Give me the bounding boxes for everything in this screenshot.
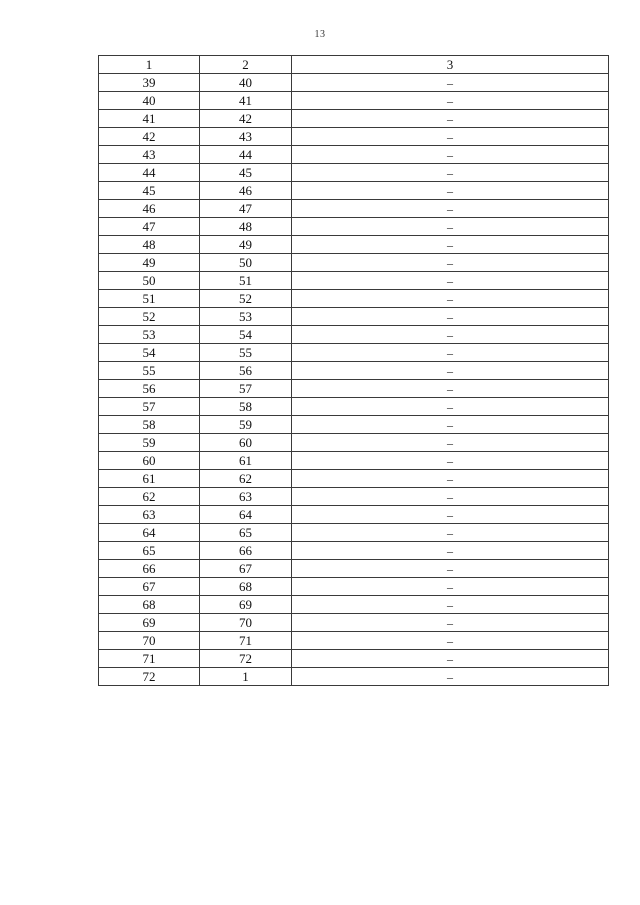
table-cell-col-2: 69 <box>200 596 292 614</box>
table-cell-col-2: 56 <box>200 362 292 380</box>
table-cell-col-1: 50 <box>99 272 200 290</box>
table-row <box>99 290 609 308</box>
table-cell-col-2: 40 <box>200 74 292 92</box>
table-row <box>99 200 609 218</box>
table-cell-col-1: 65 <box>99 542 200 560</box>
table-row <box>99 578 609 596</box>
table-cell-col-3: – <box>292 74 609 92</box>
table-cell-col-2: 72 <box>200 650 292 668</box>
table-cell-col-2: 50 <box>200 254 292 272</box>
table-cell-col-2: 71 <box>200 632 292 650</box>
table-cell-col-2: 48 <box>200 218 292 236</box>
table-row <box>99 380 609 398</box>
table-cell-col-2: 58 <box>200 398 292 416</box>
table-cell-col-2: 46 <box>200 182 292 200</box>
table-cell-col-3: – <box>292 668 609 686</box>
table-row <box>99 542 609 560</box>
table-row <box>99 650 609 668</box>
table-cell-col-1: 41 <box>99 110 200 128</box>
table-cell-col-2: 44 <box>200 146 292 164</box>
table-cell-col-2: 49 <box>200 236 292 254</box>
table-cell-col-3: – <box>292 110 609 128</box>
table-cell-col-3: – <box>292 236 609 254</box>
table-cell-col-2: 41 <box>200 92 292 110</box>
table-row <box>99 596 609 614</box>
table-cell-col-3: – <box>292 164 609 182</box>
table-cell-col-3: – <box>292 632 609 650</box>
column-header-2: 2 <box>200 56 292 74</box>
table-cell-col-1: 52 <box>99 308 200 326</box>
table-body <box>99 74 609 686</box>
table-cell-col-1: 49 <box>99 254 200 272</box>
table-row <box>99 110 609 128</box>
table-cell-col-3: – <box>292 146 609 164</box>
table-row <box>99 668 609 686</box>
table-cell-col-2: 47 <box>200 200 292 218</box>
column-header-1: 1 <box>99 56 200 74</box>
table-header-row <box>99 56 609 74</box>
table-cell-col-3: – <box>292 470 609 488</box>
table-row <box>99 128 609 146</box>
table-cell-col-3: – <box>292 362 609 380</box>
table-row <box>99 398 609 416</box>
table-cell-col-2: 59 <box>200 416 292 434</box>
table-cell-col-2: 43 <box>200 128 292 146</box>
table-cell-col-1: 66 <box>99 560 200 578</box>
table-cell-col-3: – <box>292 254 609 272</box>
table-cell-col-3: – <box>292 506 609 524</box>
table-row <box>99 272 609 290</box>
column-header-3: 3 <box>292 56 609 74</box>
table-row <box>99 560 609 578</box>
table-cell-col-1: 58 <box>99 416 200 434</box>
table-cell-col-3: – <box>292 218 609 236</box>
table-cell-col-3: – <box>292 596 609 614</box>
table-cell-col-3: – <box>292 128 609 146</box>
table-cell-col-1: 46 <box>99 200 200 218</box>
table-cell-col-2: 57 <box>200 380 292 398</box>
table-cell-col-1: 51 <box>99 290 200 308</box>
table-row <box>99 92 609 110</box>
table-cell-col-3: – <box>292 488 609 506</box>
table-cell-col-1: 56 <box>99 380 200 398</box>
table-row <box>99 218 609 236</box>
table-cell-col-2: 65 <box>200 524 292 542</box>
table-cell-col-1: 53 <box>99 326 200 344</box>
table-cell-col-3: – <box>292 326 609 344</box>
table-cell-col-1: 55 <box>99 362 200 380</box>
table-cell-col-1: 63 <box>99 506 200 524</box>
table-row <box>99 632 609 650</box>
table-cell-col-2: 54 <box>200 326 292 344</box>
table-cell-col-3: – <box>292 344 609 362</box>
table-cell-col-2: 62 <box>200 470 292 488</box>
table-cell-col-1: 48 <box>99 236 200 254</box>
table-cell-col-3: – <box>292 650 609 668</box>
table-cell-col-1: 40 <box>99 92 200 110</box>
table-row <box>99 74 609 92</box>
table-cell-col-3: – <box>292 308 609 326</box>
table-row <box>99 524 609 542</box>
table-cell-col-2: 51 <box>200 272 292 290</box>
table-cell-col-3: – <box>292 290 609 308</box>
table-cell-col-1: 72 <box>99 668 200 686</box>
table-row <box>99 506 609 524</box>
table-cell-col-2: 55 <box>200 344 292 362</box>
table-row <box>99 434 609 452</box>
table-cell-col-1: 47 <box>99 218 200 236</box>
table-cell-col-2: 42 <box>200 110 292 128</box>
table-row <box>99 254 609 272</box>
table-cell-col-3: – <box>292 614 609 632</box>
table-row <box>99 146 609 164</box>
table-row <box>99 236 609 254</box>
table-row <box>99 470 609 488</box>
table-cell-col-3: – <box>292 416 609 434</box>
table-cell-col-3: – <box>292 398 609 416</box>
table-cell-col-1: 62 <box>99 488 200 506</box>
table-cell-col-2: 70 <box>200 614 292 632</box>
table-row <box>99 452 609 470</box>
table-row <box>99 326 609 344</box>
table-cell-col-1: 61 <box>99 470 200 488</box>
table-cell-col-1: 39 <box>99 74 200 92</box>
table-cell-col-2: 67 <box>200 560 292 578</box>
table-cell-col-2: 63 <box>200 488 292 506</box>
table-cell-col-2: 45 <box>200 164 292 182</box>
table-cell-col-1: 59 <box>99 434 200 452</box>
table-row <box>99 308 609 326</box>
table-cell-col-1: 57 <box>99 398 200 416</box>
table-cell-col-1: 45 <box>99 182 200 200</box>
table-cell-col-1: 42 <box>99 128 200 146</box>
table-cell-col-3: – <box>292 182 609 200</box>
table-cell-col-1: 54 <box>99 344 200 362</box>
table-row <box>99 614 609 632</box>
table-cell-col-2: 66 <box>200 542 292 560</box>
table-cell-col-2: 52 <box>200 290 292 308</box>
table-cell-col-3: – <box>292 92 609 110</box>
table-cell-col-2: 53 <box>200 308 292 326</box>
table-cell-col-3: – <box>292 434 609 452</box>
table-cell-col-1: 44 <box>99 164 200 182</box>
table-row <box>99 488 609 506</box>
table-cell-col-1: 70 <box>99 632 200 650</box>
table-cell-col-1: 60 <box>99 452 200 470</box>
table-cell-col-3: – <box>292 200 609 218</box>
table-cell-col-1: 69 <box>99 614 200 632</box>
table-cell-col-1: 43 <box>99 146 200 164</box>
table-cell-col-1: 71 <box>99 650 200 668</box>
table-cell-col-3: – <box>292 272 609 290</box>
table-row <box>99 362 609 380</box>
table-row <box>99 182 609 200</box>
table-cell-col-2: 68 <box>200 578 292 596</box>
table-cell-col-2: 60 <box>200 434 292 452</box>
table-row <box>99 416 609 434</box>
table-cell-col-3: – <box>292 524 609 542</box>
table-cell-col-1: 67 <box>99 578 200 596</box>
page-number: 13 <box>314 29 326 40</box>
table-cell-col-3: – <box>292 578 609 596</box>
table-cell-col-2: 64 <box>200 506 292 524</box>
table-row <box>99 164 609 182</box>
table-cell-col-3: – <box>292 452 609 470</box>
table-cell-col-2: 61 <box>200 452 292 470</box>
table-cell-col-3: – <box>292 560 609 578</box>
table-cell-col-3: – <box>292 542 609 560</box>
table-cell-col-3: – <box>292 380 609 398</box>
data-table <box>98 55 609 686</box>
table-cell-col-2: 1 <box>200 668 292 686</box>
table-cell-col-1: 64 <box>99 524 200 542</box>
table-row <box>99 344 609 362</box>
table-cell-col-1: 68 <box>99 596 200 614</box>
